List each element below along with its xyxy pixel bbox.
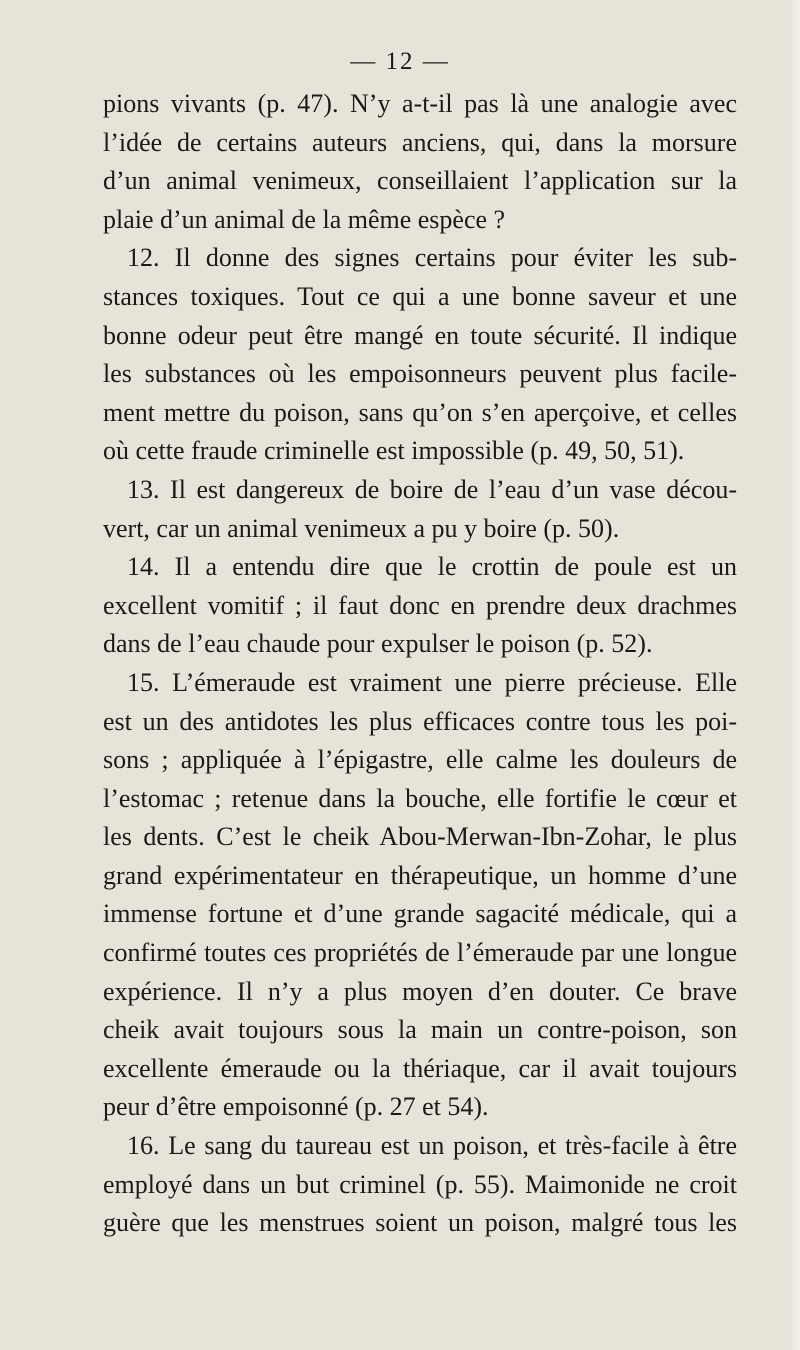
text-line: bonne odeur peut être mangé en toute sécurité. Il indique — [103, 320, 737, 350]
text-line: les dents. C’est le cheik Abou-Merwan-Ibn-Zohar, le plus — [103, 822, 737, 852]
paragraph-13-start: 13. Il est dangereux de boire de l’eau d’un vase décou- — [127, 474, 737, 504]
text-line: expérience. Il n’y a plus moyen d’en douter. Ce brave — [103, 976, 737, 1006]
text-line: d’un animal venimeux, conseillaient l’application sur la — [103, 166, 737, 196]
text-line: l’idée de certains auteurs anciens, qui, dans la morsure — [103, 127, 737, 157]
text-line: confirmé toutes ces propriétés de l’émeraude par une longue — [103, 938, 737, 968]
paragraph-14-start: 14. Il a entendu dire que le crottin de poule est un — [127, 552, 737, 582]
text-line: stances toxiques. Tout ce qui a une bonne saveur et une — [103, 281, 737, 311]
text-line: sons ; appliquée à l’épigastre, elle calme les douleurs de — [103, 745, 737, 775]
text-line: cheik avait toujours sous la main un contre-poison, son — [103, 1015, 737, 1045]
text-line: excellente émeraude ou la thériaque, car il avait toujours — [103, 1053, 737, 1083]
paragraph-16-start: 16. Le sang du taureau est un poison, et très-facile à être — [127, 1131, 737, 1161]
text-line: où cette fraude criminelle est impossible (p. 49, 50, 51). — [103, 436, 685, 466]
text-line: pions vivants (p. 47). N’y a-t-il pas là une analogie avec — [103, 89, 737, 118]
text-line: plaie d’un animal de la même espèce ? — [103, 204, 506, 234]
page-number: — 12 — — [350, 48, 450, 75]
text-line: vert, car un animal venimeux a pu y boire (p. 50). — [103, 513, 620, 543]
page-edge — [790, 0, 800, 1350]
text-line: grand expérimentateur en thérapeutique, un homme d’une — [103, 860, 737, 890]
body-text — [103, 85, 737, 1243]
text-line: excellent vomitif ; il faut donc en prendre deux drachmes — [103, 590, 737, 620]
text-line: peur d’être empoisonné (p. 27 et 54). — [103, 1092, 489, 1122]
text-line: l’estomac ; retenue dans la bouche, elle fortifie le cœur et — [103, 783, 737, 813]
text-line: guère que les menstrues soient un poison, malgré tous les — [103, 1208, 737, 1238]
text-line: dans de l’eau chaude pour expulser le poison (p. 52). — [103, 629, 653, 659]
paragraph-12-start: 12. Il donne des signes certains pour éviter les sub- — [127, 243, 737, 273]
text-line: est un des antidotes les plus efficaces contre tous les poi- — [103, 706, 737, 736]
text-line: les substances où les empoisonneurs peuvent plus facile- — [103, 359, 737, 389]
paragraph-15-start: 15. L’émeraude est vraiment une pierre précieuse. Elle — [127, 667, 737, 697]
text-line: immense fortune et d’une grande sagacité médicale, qui a — [103, 899, 737, 929]
text-line: ment mettre du poison, sans qu’on s’en aperçoive, et celles — [103, 397, 737, 427]
text-line: employé dans un but criminel (p. 55). Maimonide ne croit — [103, 1169, 737, 1199]
